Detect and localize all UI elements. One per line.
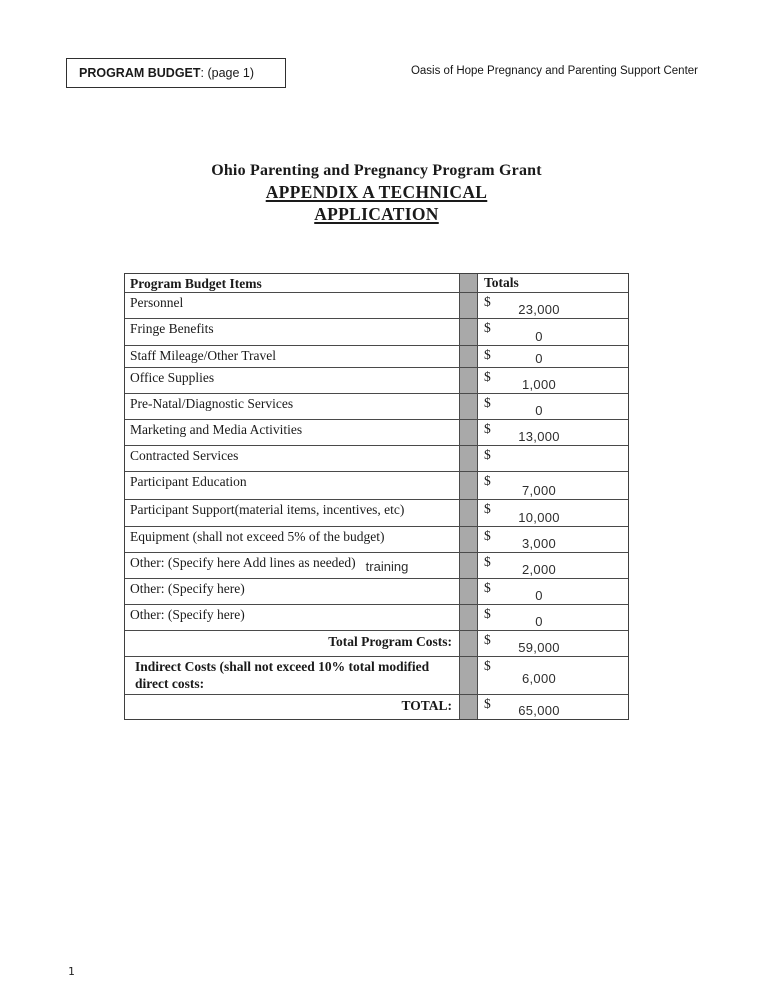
dollar-sign: $: [484, 347, 491, 362]
row-label: Participant Education: [125, 472, 460, 499]
row-label: Pre-Natal/Diagnostic Services: [125, 394, 460, 419]
title-appendix: APPENDIX A TECHNICAL: [265, 182, 488, 202]
table-row-participant-education: [125, 472, 628, 500]
row-label: Office Supplies: [125, 368, 460, 393]
row-total-cell: [478, 500, 628, 526]
table-row-total-program-costs: [125, 631, 628, 657]
row-value: 0: [535, 614, 543, 629]
row-label: Other: (Specify here): [125, 579, 460, 604]
row-label: Equipment (shall not exceed 5% of the budget): [125, 527, 460, 552]
budget-table: [124, 273, 629, 720]
dollar-sign: $: [484, 421, 491, 436]
row-total-cell: [478, 553, 628, 578]
dollar-sign: $: [484, 658, 491, 673]
row-label-text: Other: (Specify here Add lines as needed): [130, 555, 356, 570]
table-row-other-2: [125, 579, 628, 605]
gray-divider: [460, 368, 478, 393]
column-header-items: Program Budget Items: [125, 274, 460, 292]
row-total-cell: [478, 605, 628, 630]
dollar-sign: $: [484, 294, 491, 309]
row-total-cell: [478, 293, 628, 318]
row-total-cell: [478, 346, 628, 367]
dollar-sign: $: [484, 369, 491, 384]
gray-divider: [460, 657, 478, 694]
table-row-indirect-costs: [125, 657, 628, 695]
row-value: 0: [535, 588, 543, 603]
page-indicator: : (page 1): [200, 66, 255, 80]
row-value: 6,000: [521, 671, 557, 686]
organization-name: Oasis of Hope Pregnancy and Parenting Support Center: [410, 65, 698, 77]
gray-divider: [460, 500, 478, 526]
row-value: 7,000: [521, 483, 557, 498]
dollar-sign: $: [484, 473, 491, 488]
dollar-sign: $: [484, 554, 491, 569]
gray-divider: [460, 319, 478, 345]
gray-divider: [460, 472, 478, 499]
table-header-row: [125, 274, 628, 293]
dollar-sign: $: [484, 632, 491, 647]
gray-divider: [460, 527, 478, 552]
table-row-prenatal-services: [125, 394, 628, 420]
row-total-cell: [478, 420, 628, 445]
gray-divider: [460, 274, 478, 292]
row-total-cell: [478, 657, 628, 694]
row-value: 10,000: [518, 510, 560, 525]
row-value: 2,000: [521, 562, 557, 577]
gray-divider: [460, 695, 478, 719]
row-total-cell: [478, 368, 628, 393]
row-value: 1,000: [521, 377, 557, 392]
gray-divider: [460, 579, 478, 604]
title-grant-name: Ohio Parenting and Pregnancy Program Grant: [211, 162, 542, 179]
dollar-sign: $: [484, 395, 491, 410]
row-total-cell: [478, 446, 628, 471]
gray-divider: [460, 605, 478, 630]
dollar-sign: $: [484, 447, 491, 462]
row-value: 0: [535, 351, 543, 366]
dollar-sign: $: [484, 580, 491, 595]
table-row-contracted-services: [125, 446, 628, 472]
document-title: [124, 161, 629, 225]
row-label: Other: (Specify here): [125, 605, 460, 630]
table-row-participant-support: [125, 500, 628, 527]
title-application: APPLICATION: [314, 204, 439, 224]
row-value: 65,000: [518, 703, 560, 718]
row-label: [125, 553, 460, 578]
gray-divider: [460, 394, 478, 419]
gray-divider: [460, 293, 478, 318]
row-total-cell: [478, 394, 628, 419]
dollar-sign: $: [484, 696, 491, 711]
row-label: Total Program Costs:: [125, 631, 460, 656]
table-row-staff-mileage: [125, 346, 628, 368]
dollar-sign: $: [484, 528, 491, 543]
dollar-sign: $: [484, 320, 491, 335]
gray-divider: [460, 553, 478, 578]
row-total-cell: [478, 472, 628, 499]
row-value: 13,000: [518, 429, 560, 444]
column-header-totals: Totals: [484, 275, 519, 290]
program-budget-label: PROGRAM BUDGET: [79, 66, 201, 80]
table-row-equipment: [125, 527, 628, 553]
table-row-grand-total: [125, 695, 628, 719]
row-label: Marketing and Media Activities: [125, 420, 460, 445]
row-label: Contracted Services: [125, 446, 460, 471]
row-label: Participant Support(material items, incentives, etc): [125, 500, 460, 526]
gray-divider: [460, 446, 478, 471]
gray-divider: [460, 420, 478, 445]
row-total-cell: [478, 695, 628, 719]
table-row-fringe-benefits: [125, 319, 628, 346]
row-total-cell: [478, 579, 628, 604]
row-label: Indirect Costs (shall not exceed 10% total modified direct costs:: [125, 657, 460, 694]
row-label: Staff Mileage/Other Travel: [125, 346, 460, 367]
table-row-other-training: [125, 553, 628, 579]
row-label: Personnel: [125, 293, 460, 318]
table-row-personnel: [125, 293, 628, 319]
gray-divider: [460, 631, 478, 656]
row-value: 0: [535, 403, 543, 418]
table-row-other-3: [125, 605, 628, 631]
row-value: 0: [535, 329, 543, 344]
row-label: Fringe Benefits: [125, 319, 460, 345]
program-budget-box: [66, 58, 286, 88]
row-total-cell: [478, 527, 628, 552]
row-value: 3,000: [521, 536, 557, 551]
page-number: 1: [68, 965, 75, 978]
gray-divider: [460, 346, 478, 367]
table-row-office-supplies: [125, 368, 628, 394]
row-label: TOTAL:: [125, 695, 460, 719]
table-row-marketing-media: [125, 420, 628, 446]
row-value: 59,000: [518, 640, 560, 655]
row-total-cell: [478, 319, 628, 345]
other-specify-filled-value: training: [365, 559, 409, 574]
dollar-sign: $: [484, 606, 491, 621]
dollar-sign: $: [484, 501, 491, 516]
row-value: 23,000: [518, 302, 560, 317]
row-total-cell: [478, 631, 628, 656]
